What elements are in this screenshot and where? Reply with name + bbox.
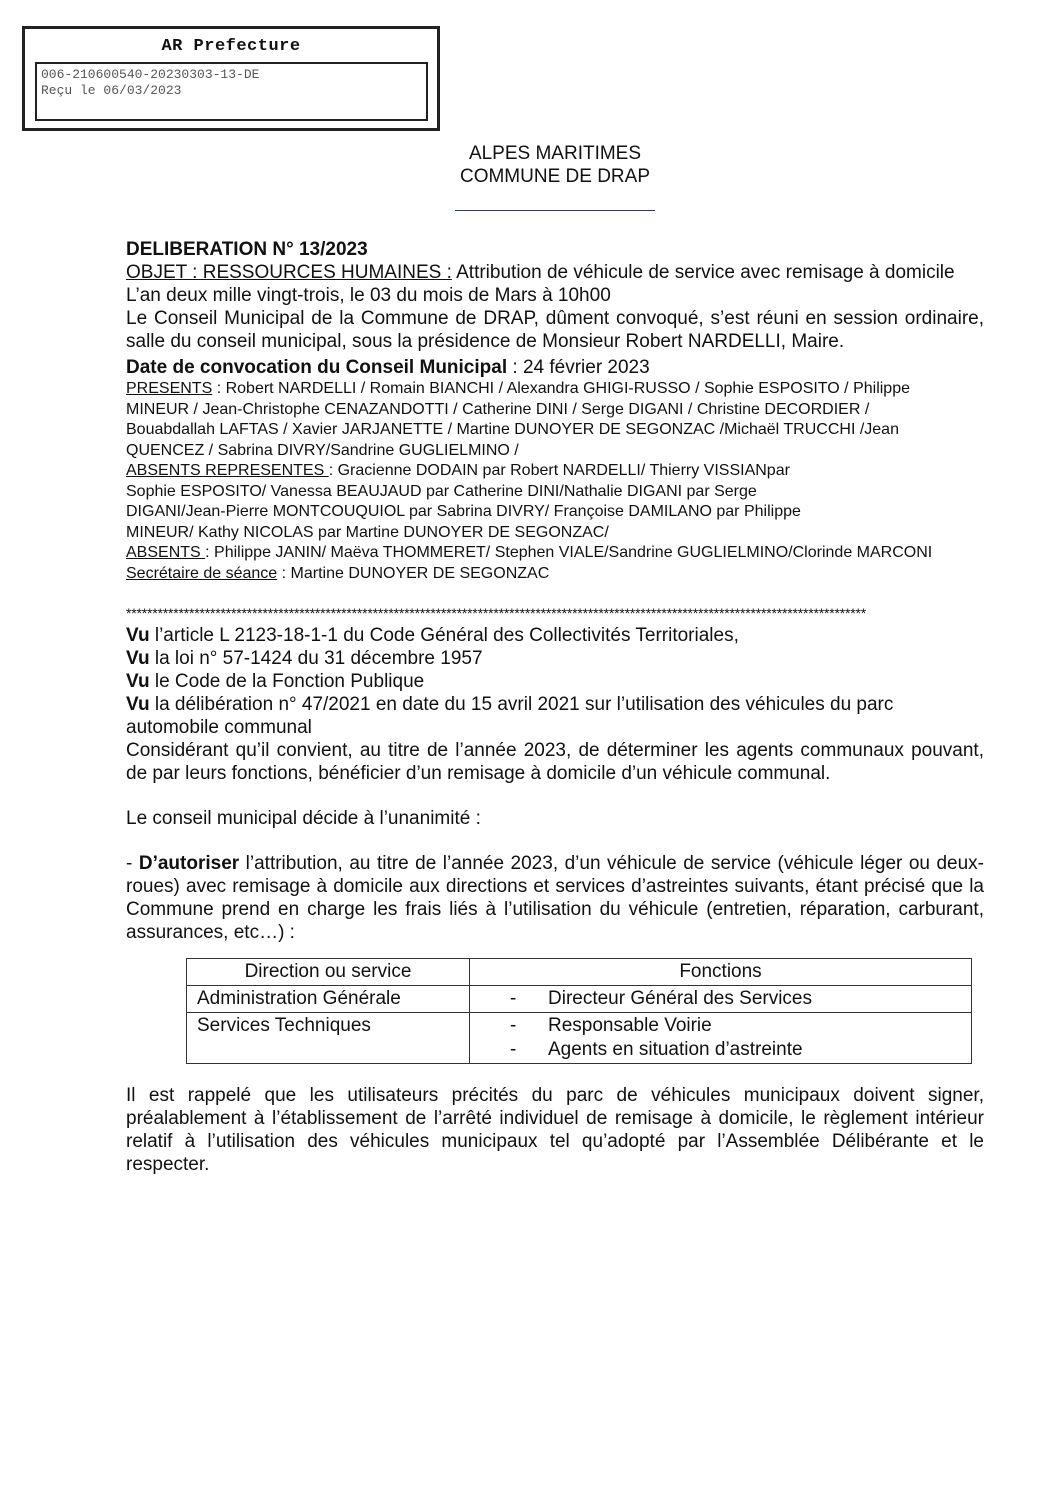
secretary-paragraph xyxy=(126,564,984,585)
represented-list: : Gracienne DODAIN par Robert NARDELLI/ Thierry VISSIANpar Sophie ESPOSITO/ Vanessa BEAUJAUD par Catherine DINI/Nathalie DIGANI par Serge DIGANI/Jean-Pierre MONTCOUQUIOL par Sabrina DIVRY/ Françoise DAMILANO par Philippe MINEUR/ Kathy NICOLAS par Martine DUNOYER DE SEGONZAC/ xyxy=(126,462,801,541)
table-row xyxy=(187,986,972,1013)
function-label: Directeur Général des Services xyxy=(548,988,812,1009)
presents-label: PRESENTS xyxy=(126,380,213,397)
function-item xyxy=(480,987,961,1011)
table-row xyxy=(187,1013,972,1064)
object-label: OBJET : RESSOURCES HUMAINES : xyxy=(126,262,452,283)
stamp-reference-box xyxy=(35,62,428,121)
separator-line: ********************************************************************************************************************************************* xyxy=(126,605,867,621)
commune-name: COMMUNE DE DRAP xyxy=(459,166,650,187)
function-label: Agents en situation d’astreinte xyxy=(548,1039,803,1060)
function-item xyxy=(480,1038,961,1062)
functions-table xyxy=(186,958,972,1064)
document-header xyxy=(400,142,710,188)
secretary-label: Secrétaire de séance xyxy=(126,564,278,582)
presents-list: : Robert NARDELLI / Romain BIANCHI / Alexandra GHIGI-RUSSO / Sophie ESPOSITO / Philippe MINEUR / Jean-Christophe CENAZANDOTTI / Catherine DINI / Serge DIGANI / Christine DECORDIER / Bouabdallah LAFTAS / Xavier JARJANETTE / Martine DUNOYER DE SEGONZAC /Michaël TRUCCHI /Jean QUENCEZ / Sabrina DIVRY/Sandrine GUGLIELMINO / xyxy=(126,380,910,459)
convocation-label: Date de convocation du Conseil Municipal xyxy=(126,357,508,378)
table-header-functions: Fonctions xyxy=(470,959,972,986)
session-date: L’an deux mille vingt-trois, le 03 du mois de Mars à 10h00 xyxy=(126,285,611,306)
function-item xyxy=(480,1014,961,1038)
visa-text: la loi n° 57-1424 du 31 décembre 1957 xyxy=(149,648,483,669)
stamp-title: AR Prefecture xyxy=(161,37,301,56)
table-cell-service: Services Techniques xyxy=(187,1013,470,1064)
table-cell-functions xyxy=(470,1013,972,1064)
decision-text: l’attribution, au titre de l’année 2023, d’un véhicule de service (véhicule léger ou deux-roues) avec remisage à domicile aux directions et services d’astreintes suivants, étant précisé que la Commune prend en charge les frais liés à l’utilisation du véhicule (entretien, réparation, carburant, assurances, etc…) : xyxy=(126,853,985,943)
attendance-block xyxy=(126,379,984,584)
visa-keyword: Vu xyxy=(126,671,150,692)
department-name: ALPES MARITIMES xyxy=(468,143,642,164)
visa-keyword: Vu xyxy=(126,694,150,715)
table-header-row xyxy=(187,959,972,986)
visa-item xyxy=(126,670,984,693)
bullet-dash: - xyxy=(510,988,517,1009)
table-header-service: Direction ou service xyxy=(187,959,470,986)
header-divider xyxy=(455,210,655,211)
bullet-dash: - xyxy=(510,1015,517,1036)
bullet-dash: - xyxy=(510,1039,517,1060)
considering-paragraph: Considérant qu’il convient, au titre de l’année 2023, de déterminer les agents communaux pouvant, de par leurs fonctions, bénéficier d’un remisage à domicile d’un véhicule communal. xyxy=(126,740,984,784)
decision-keyword: D’autoriser xyxy=(138,853,240,874)
stamp-reference: 006-210600540-20230303-13-DE xyxy=(41,67,260,82)
visa-text: la délibération n° 47/2021 en date du 15 avril 2021 sur l’utilisation des véhicules du parc automobile communal xyxy=(126,694,894,738)
visa-text: le Code de la Fonction Publique xyxy=(149,671,425,692)
stamp-received-date: Reçu le 06/03/2023 xyxy=(41,83,182,98)
absents-list: : Philippe JANIN/ Maëva THOMMERET/ Stephen VIALE/Sandrine GUGLIELMINO/Clorinde MARCONI xyxy=(205,544,933,561)
visa-item xyxy=(126,693,984,739)
visa-keyword: Vu xyxy=(126,648,150,669)
visa-item xyxy=(126,624,984,647)
represented-label: ABSENTS REPRESENTES xyxy=(126,462,329,479)
presents-paragraph xyxy=(126,379,936,461)
decision-intro: Le conseil municipal décide à l’unanimité : xyxy=(126,808,481,829)
deliberation-object xyxy=(126,261,984,284)
table-cell-service: Administration Générale xyxy=(187,986,470,1013)
prefecture-stamp xyxy=(22,26,440,131)
visa-text: l’article L 2123-18-1-1 du Code Général des Collectivités Territoriales, xyxy=(149,625,739,646)
decision-paragraph xyxy=(126,852,984,944)
visas-block xyxy=(126,624,984,739)
session-intro: Le Conseil Municipal de la Commune de DRAP, dûment convoqué, s’est réuni en session ordinaire, salle du conseil municipal, sous la présidence de Monsieur Robert NARDELLI, Maire. xyxy=(126,308,984,352)
convocation-date xyxy=(126,356,984,379)
function-label: Responsable Voirie xyxy=(548,1015,712,1036)
absents-label: ABSENTS xyxy=(126,544,206,561)
decision-prefix: - xyxy=(126,853,139,874)
object-text: Attribution de véhicule de service avec remisage à domicile xyxy=(451,262,955,283)
absents-paragraph xyxy=(126,543,941,564)
represented-paragraph xyxy=(126,461,806,543)
reminder-paragraph: Il est rappelé que les utilisateurs précités du parc de véhicules municipaux doivent signer, préalablement à l’établissement de l’arrêté individuel de remisage à domicile, le règlement intérieur relatif à l’utilisation des véhicules municipaux tel qu’adopté par l’Assemblée Délibérante et le respecter. xyxy=(126,1085,984,1175)
visa-item xyxy=(126,647,984,670)
secretary-name: : Martine DUNOYER DE SEGONZAC xyxy=(277,564,550,582)
visa-keyword: Vu xyxy=(126,625,150,646)
table-cell-functions xyxy=(470,986,972,1013)
convocation-value: : 24 février 2023 xyxy=(507,357,650,378)
deliberation-number: DELIBERATION N° 13/2023 xyxy=(126,239,368,260)
document-body xyxy=(126,238,984,1176)
